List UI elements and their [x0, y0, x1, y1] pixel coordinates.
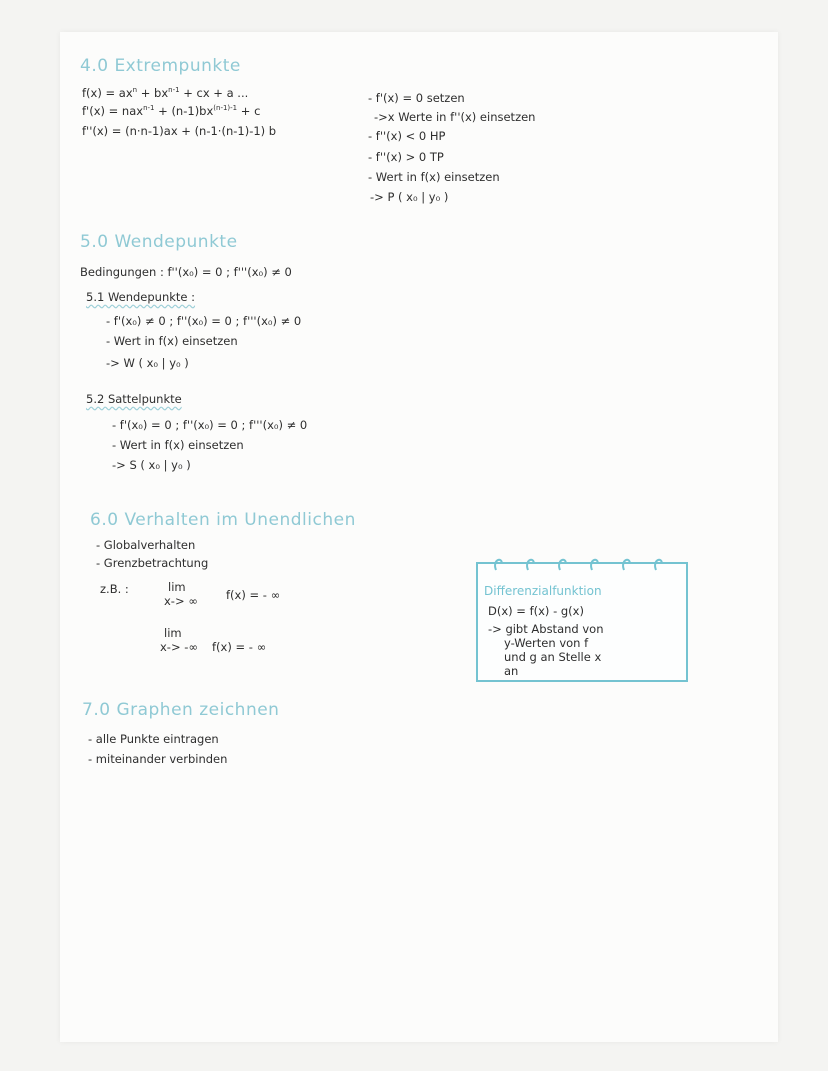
lim1-value: f(x) = - ∞	[226, 588, 281, 602]
box-line-3: und g an Stelle x	[504, 650, 602, 664]
zb-label: z.B. :	[100, 582, 129, 596]
section-5-1-title: 5.1 Wendepunkte :	[86, 290, 196, 304]
section-5-2-title: 5.2 Sattelpunkte	[86, 392, 182, 406]
step-6: -> P ( x₀ | y₀ )	[370, 190, 449, 204]
formula-f: $f(x) = ax^n + bx^{n-1}$ + cx + a ...	[82, 86, 249, 100]
formula-f1: $f'(x) = nax^{n-1} + (n-1)bx^{(n-1)-1} + c$	[82, 104, 261, 118]
step-2: ->x Werte in f''(x) einsetzen	[374, 110, 536, 124]
box-line-1: -> gibt Abstand von	[488, 622, 604, 636]
lim2-label: lim	[164, 626, 182, 640]
s7-item-1: - alle Punkte eintragen	[88, 732, 219, 746]
s52-line-3: -> S ( x₀ | y₀ )	[112, 458, 191, 472]
step-5: - Wert in f(x) einsetzen	[368, 170, 500, 184]
lim1-sub: x-> ∞	[164, 594, 198, 608]
spiral-rings-icon	[488, 554, 676, 572]
s51-line-3: -> W ( x₀ | y₀ )	[106, 356, 189, 370]
lim2-sub: x-> -∞	[160, 640, 198, 654]
step-4: - f''(x) > 0 TP	[368, 150, 444, 164]
box-title: Differenzialfunktion	[484, 584, 602, 598]
definition-box	[476, 562, 688, 682]
step-3: - f''(x) < 0 HP	[368, 129, 446, 143]
s52-line-1: - f'(x₀) = 0 ; f''(x₀) = 0 ; f'''(x₀) ≠ 0	[112, 418, 308, 432]
s7-item-2: - miteinander verbinden	[88, 752, 228, 766]
box-formula: D(x) = f(x) - g(x)	[488, 604, 584, 618]
bedingungen: Bedingungen : f''(x₀) = 0 ; f'''(x₀) ≠ 0	[80, 265, 292, 279]
section-4-title: 4.0 Extrempunkte	[80, 56, 241, 76]
step-1: - f'(x) = 0 setzen	[368, 91, 465, 105]
section-7-title: 7.0 Graphen zeichnen	[82, 700, 280, 720]
s6-item-1: - Globalverhalten	[96, 538, 196, 552]
s51-line-1: - f'(x₀) ≠ 0 ; f''(x₀) = 0 ; f'''(x₀) ≠ 0	[106, 314, 302, 328]
formula-f2: f''(x) = (n·n-1)ax + (n-1·(n-1)-1) b	[82, 124, 277, 138]
section-6-title: 6.0 Verhalten im Unendlichen	[90, 510, 356, 530]
box-line-4: an	[504, 664, 519, 678]
s52-line-2: - Wert in f(x) einsetzen	[112, 438, 244, 452]
s51-line-2: - Wert in f(x) einsetzen	[106, 334, 238, 348]
s6-item-2: - Grenzbetrachtung	[96, 556, 209, 570]
lim2-value: f(x) = - ∞	[212, 640, 267, 654]
section-5-title: 5.0 Wendepunkte	[80, 232, 238, 252]
lim1-label: lim	[168, 580, 186, 594]
box-line-2: y-Werten von f	[504, 636, 589, 650]
